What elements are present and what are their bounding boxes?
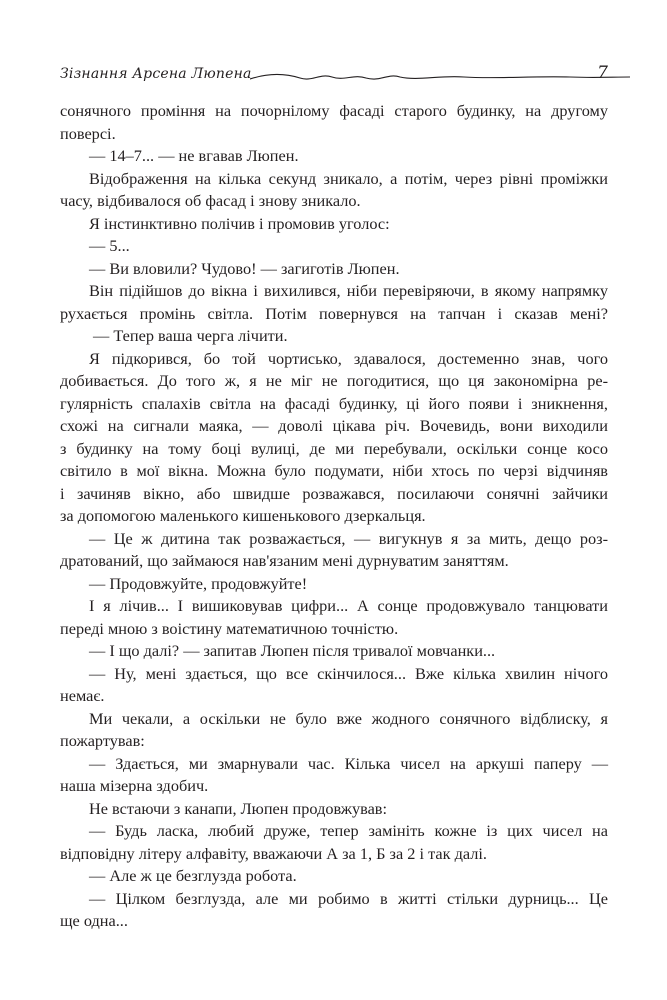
text-line: — Ви вловили? Чудово! — загиготів Люпен. (89, 258, 400, 278)
text-line: І я лічив... І вишиковував цифри... А сонце продовжувало танцювати (89, 596, 608, 615)
text-line: схожі на сигнали маяка, — доволі цікава річ. Вочевидь, вони виходили (60, 416, 608, 435)
text-line: за допомогою маленького кишенькового дзеркальця. (60, 506, 426, 525)
text-line: з будинку на тому боці вулиці, де ми перебували, оскільки сонце косо (60, 438, 608, 458)
text-line: гулярність спалахів світла на фасаді будинку, ці його появи і зникнення, (60, 393, 608, 413)
text-line: переді мною з воістину математичною точністю. (60, 618, 399, 638)
text-line: немає. (60, 686, 105, 705)
text-line: — І що далі? — запитав Люпен після тривалої мовчанки... (89, 641, 496, 660)
text-line: пожартував: (60, 731, 145, 750)
text-line: Ми чекали, а оскільки не було вже жодного сонячного відблиску, я (89, 708, 608, 728)
text-line: рухається промінь світла. Потім повернувся на тапчан і сказав мені? (60, 303, 608, 323)
text-line: наша мізерна здобич. (60, 776, 209, 795)
text-line: — Продовжуйте, продовжуйте! (89, 573, 308, 593)
text-line: і зачиняв вікно, або швидше розважався, посилаючи сонячні зайчики (60, 483, 608, 503)
text-line: — Ну, мені здається, що все скінчилося... Вже кілька хвилин нічого (89, 663, 608, 683)
running-title: Зізнання Арсена Люпена (60, 66, 252, 82)
decorative-rule (250, 70, 630, 84)
text-line: поверсі. (60, 123, 116, 143)
text-line: відповідну літеру алфавіту, вважаючи А за 1, Б за 2 і так далі. (60, 843, 487, 863)
text-line: Я інстинктивно полічив і промовив уголос: (89, 213, 390, 233)
text-line: — Це ж дитина так розважається, — вигукнув я за мить, дещо роз- (89, 528, 608, 548)
text-line: добивається. До того ж, я не міг не погодитися, що ця закономірна ре- (60, 371, 608, 390)
text-line: — 5... (89, 236, 130, 255)
page-header (60, 58, 608, 92)
text-line: Не встаючи з канапи, Люпен продовжував: (89, 798, 388, 818)
page-number: 7 (597, 63, 608, 83)
text-line: — Будь ласка, любий друже, тепер замініть кожне із цих чисел на (89, 821, 608, 840)
body-text (60, 100, 608, 933)
text-line: Я підкорився, бо той чортисько, здавалося, достеменно знав, чого (89, 348, 608, 368)
text-line: часу, відбивалося об фасад і знову зникало. (60, 191, 361, 210)
text-line: — Але ж це безглузда робота. (89, 866, 297, 885)
text-line: — 14–7... — не вгавав Люпен. (89, 146, 299, 165)
text-line: Він підійшов до вікна і вихилився, ніби перевіряючи, в якому напрямку (89, 281, 608, 300)
text-line: ще одна... (60, 911, 128, 930)
text-line: дратований, що займаюся нав'язаним мені дурнуватим заняттям. (60, 551, 509, 570)
text-line: — Тепер ваша черга лічити. (93, 326, 288, 345)
text-line: Відображення на кілька секунд зникало, а потім, через рівні проміжки (89, 168, 608, 188)
text-line: сонячного проміння на почорнілому фасаді старого будинку, на другому (60, 101, 608, 120)
text-line: — Здається, ми змарнували час. Кілька чисел на аркуші паперу — (89, 753, 608, 773)
text-line: — Цілком безглузда, але ми робимо в житті стільки дурниць... Це (89, 888, 608, 908)
text-line: світило в мої вікна. Можна було подумати, ніби хтось по черзі відчиняв (60, 461, 608, 480)
